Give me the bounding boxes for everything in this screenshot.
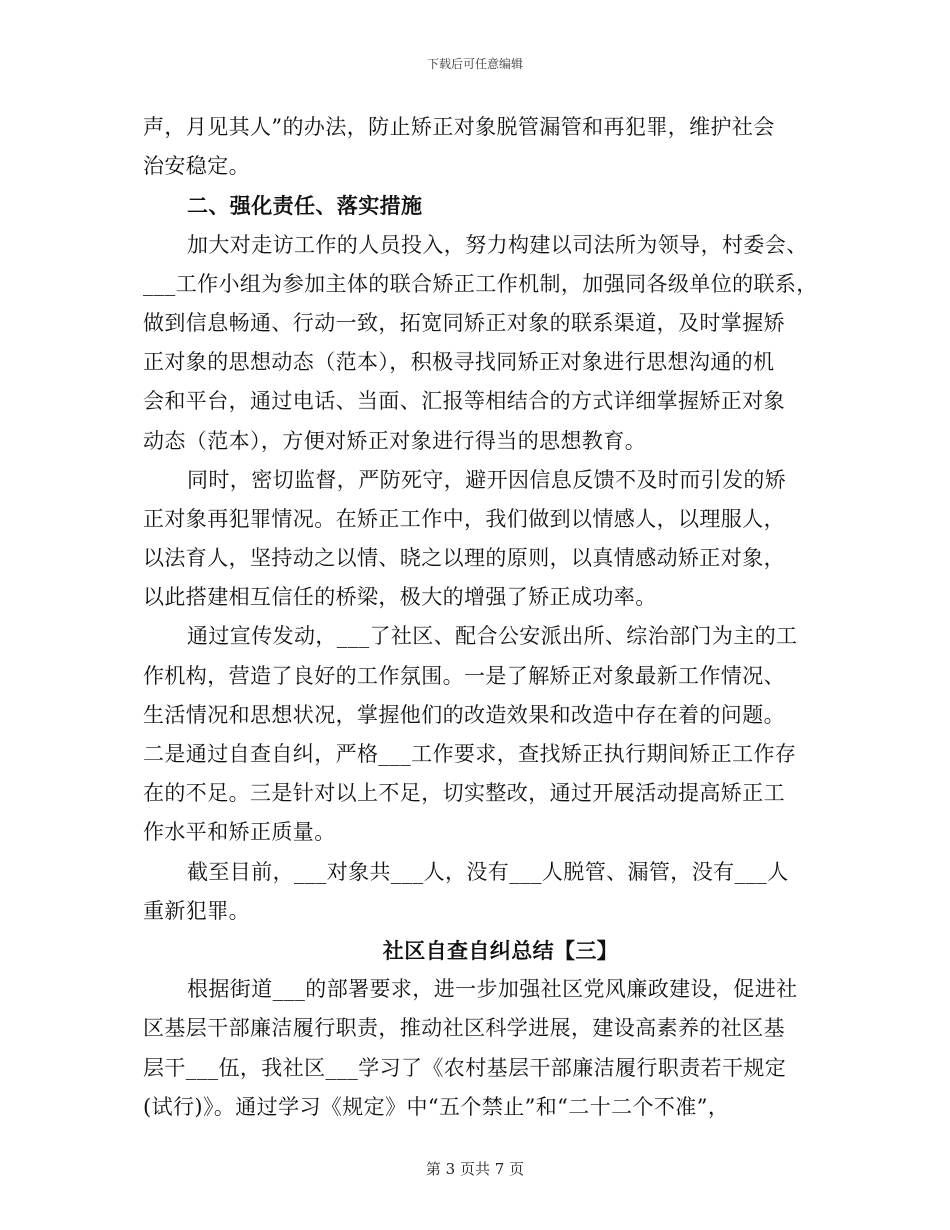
text-line: 生活情况和思想状况，掌握他们的改造效果和改造中存在着的问题。 [143, 702, 785, 727]
text-line: 正对象再犯罪情况。在矫正工作中，我们做到以情感人，以理服人， [143, 506, 785, 531]
page-footer: 第 3 页共 7 页 [425, 1160, 525, 1178]
text-line: 以法育人，坚持动之以情、晓之以理的原则，以真情感动矫正对象， [143, 546, 785, 571]
text-line: 作水平和矫正质量。 [143, 820, 336, 845]
document-body [143, 108, 818, 1127]
text-line: 重新犯罪。 [143, 898, 250, 923]
text-line: 层干___伍，我社区___学习了《农村基层干部廉洁履行职责若干规定 [143, 1055, 787, 1080]
text-line: 正对象的思想动态（范本），积极寻找同矫正对象进行思想沟通的机 [143, 350, 775, 375]
text-line: 治安稳定。 [143, 154, 250, 179]
text-line: 作机构，营造了良好的工作氛围。一是了解矫正对象最新工作情况、 [143, 663, 785, 688]
text-line: 区基层干部廉洁履行职责，推动社区科学进展，建设高素养的社区基 [143, 1016, 785, 1041]
text-line: 做到信息畅通、行动一致，拓宽同矫正对象的联系渠道，及时掌握矫 [143, 310, 785, 335]
section-heading: 二、强化责任、落实措施 [187, 193, 423, 219]
paragraph-first-line: 同时，密切监督，严防死守，避开因信息反馈不及时而引发的矫 [187, 467, 787, 492]
page-header: 下载后可任意编辑 [426, 57, 523, 71]
text-line: ___工作小组为参加主体的联合矫正工作机制，加强同各级单位的联系， [143, 271, 818, 296]
text-line: 在的不足。三是针对以上不足，切实整改，通过开展活动提高矫正工 [143, 781, 785, 806]
text-line: (试行)》。通过学习《规定》中“五个禁止”和“二十二个不准”， [143, 1094, 730, 1119]
text-line: 动态（范本），方便对矫正对象进行得当的思想教育。 [143, 428, 647, 453]
text-line: 声，月见其人”的办法，防止矫正对象脱管漏管和再犯罪，维护社会 [143, 115, 775, 139]
text-line: 会和平台，通过电话、当面、汇报等相结合的方式详细掌握矫正对象 [143, 389, 785, 414]
paragraph-first-line: 通过宣传发动，___了社区、配合公安派出所、综治部门为主的工 [187, 624, 798, 649]
paragraph-first-line: 截至目前，___对象共___人，没有___人脱管、漏管，没有___人 [187, 859, 789, 884]
paragraph-first-line: 加大对走访工作的人员投入，努力构建以司法所为领导，村委会、 [187, 232, 808, 257]
text-line: 以此搭建相互信任的桥梁，极大的增强了矫正成功率。 [143, 585, 657, 610]
paragraph-first-line: 根据街道___的部署要求，进一步加强社区党风廉政建设，促进社 [187, 977, 798, 1002]
text-line: 二是通过自查自纠，严格___工作要求，查找矫正执行期间矫正工作存 [143, 742, 797, 766]
section-title: 社区自查自纠总结【三】 [382, 937, 619, 963]
